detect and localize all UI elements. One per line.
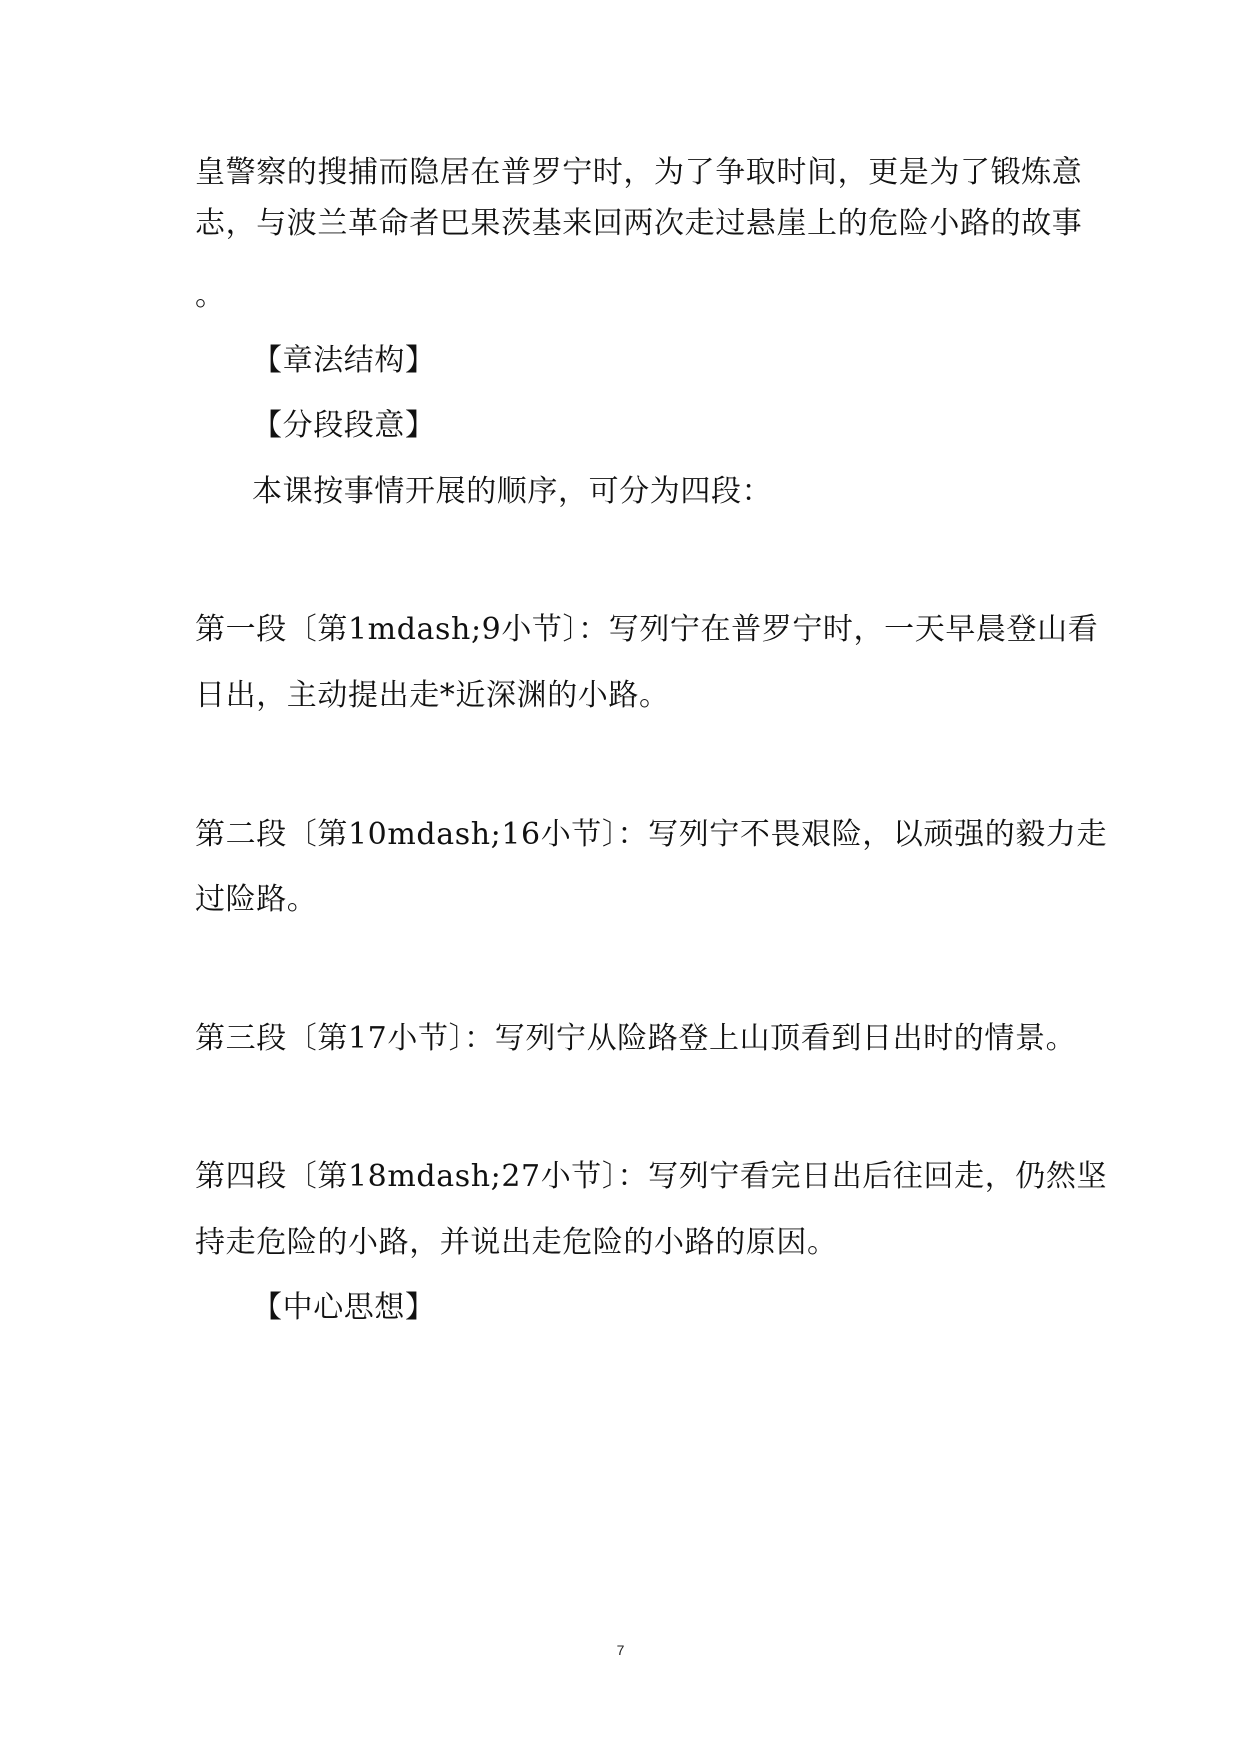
paragraph-four-line: 持走危险的小路，并说出走危险的小路的原因。: [195, 1225, 838, 1260]
paragraph-four-line: 第四段〔第18mdash;27小节〕：写列宁看完日出后往回走，仍然坚: [195, 1159, 1108, 1194]
section-heading-central-idea: 【中心思想】: [252, 1290, 436, 1325]
body-text-line: 本课按事情开展的顺序，可分为四段：: [252, 474, 773, 509]
section-heading-structure: 【章法结构】: [252, 343, 436, 378]
paragraph-three-line: 第三段〔第17小节〕：写列宁从险路登上山顶看到日出时的情景。: [195, 1021, 1077, 1056]
page-number: 7: [616, 1642, 625, 1658]
paragraph-two-line: 过险路。: [195, 882, 318, 917]
body-text-line: 皇警察的搜捕而隐居在普罗宁时，为了争取时间，更是为了锻炼意: [195, 155, 1083, 190]
paragraph-two-line: 第二段〔第10mdash;16小节〕：写列宁不畏艰险，以顽强的毅力走: [195, 817, 1108, 852]
paragraph-one-line: 日出，主动提出走*近深渊的小路。: [195, 678, 670, 713]
section-heading-paragraphs: 【分段段意】: [252, 408, 436, 443]
body-text-line: 。: [195, 278, 226, 313]
body-text-line: 志，与波兰革命者巴果茨基来回两次走过悬崖上的危险小路的故事: [195, 206, 1083, 241]
paragraph-one-line: 第一段〔第1mdash;9小节〕：写列宁在普罗宁时，一天早晨登山看: [195, 612, 1099, 647]
